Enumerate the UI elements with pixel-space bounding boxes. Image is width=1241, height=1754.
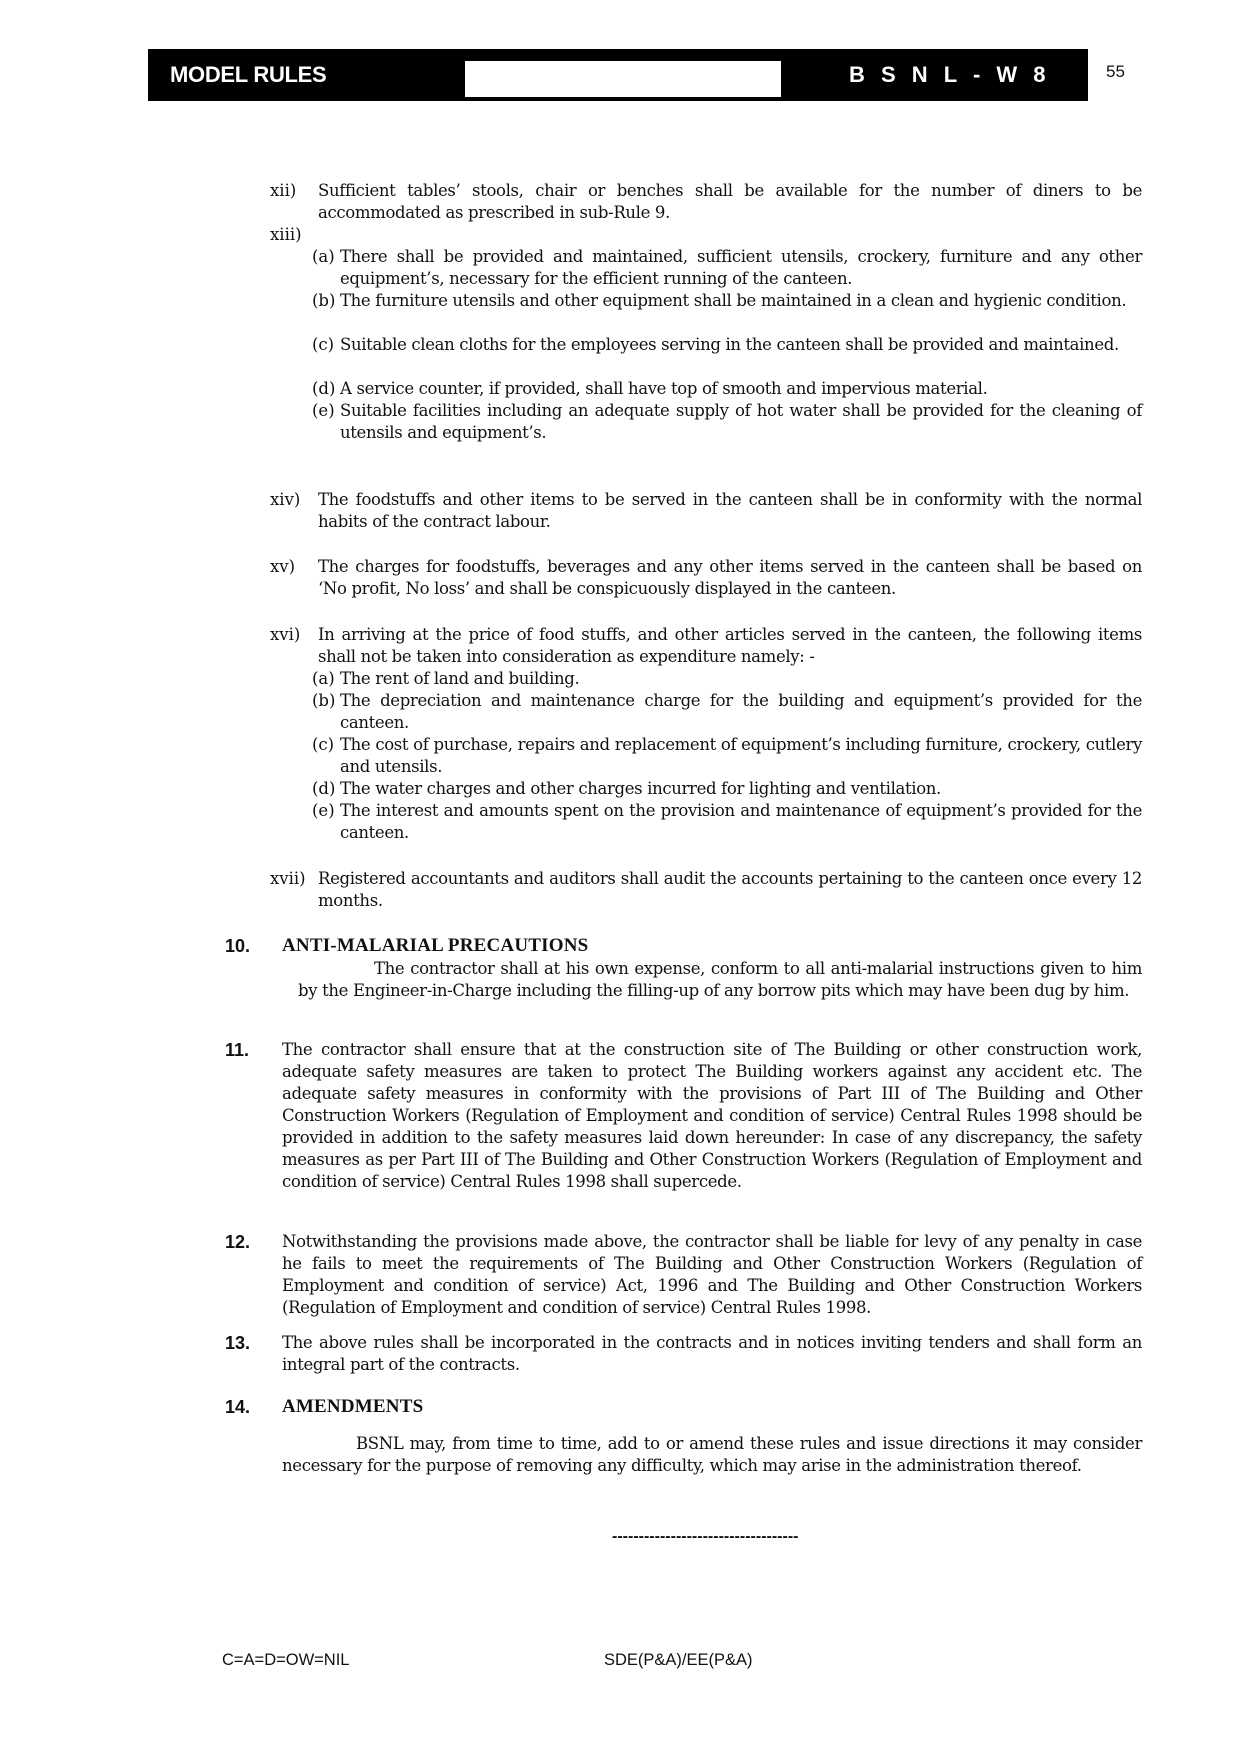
subitem-label: (c) — [312, 335, 335, 354]
section-number: 11. — [225, 1040, 250, 1060]
subitem-label: (b) — [312, 691, 336, 710]
item-text: Registered accountants and auditors shall audit the accounts pertaining to the canteen once every 12 months. — [318, 869, 1142, 910]
subitem-text: There shall be provided and maintained, sufficient utensils, crockery, furniture and any other equipment’s, necessary for the efficient running of the canteen. — [340, 247, 1142, 288]
item-text: The foodstuffs and other items to be served in the canteen shall be in conformity with the normal habits of the contract labour. — [318, 490, 1142, 531]
subitem-label: (d) — [312, 779, 336, 798]
item-number: xiii) — [270, 225, 302, 244]
item-number: xii) — [270, 181, 297, 200]
section-number: 10. — [225, 936, 251, 956]
item-number: xvi) — [270, 625, 301, 644]
subitem-text: The furniture utensils and other equipment shall be maintained in a clean and hygienic condition. — [340, 291, 1127, 310]
footer-right: SDE(P&A)/EE(P&A) — [604, 1651, 753, 1669]
document-code: B S N L - W 8 — [849, 62, 1050, 87]
section-number: 12. — [225, 1232, 251, 1252]
subitem-label: (e) — [312, 401, 335, 420]
subitem-text: Suitable clean cloths for the employees serving in the canteen shall be provided and maintained. — [340, 335, 1119, 354]
section-text: The contractor shall at his own expense, conform to all anti-malarial instructions given to him by the Engineer-in-Charge including the filling-up of any borrow pits which may have been dug by him. — [298, 959, 1142, 1000]
header-blank-box — [465, 61, 781, 97]
section-text: Notwithstanding the provisions made above, the contractor shall be liable for levy of any penalty in case he fails to meet the requirements of The Building and Other Construction Workers (Regulation of Employment and condition of service) Act, 1996 and The Building and Other Construction Workers (Regulation of Employment and condition of service) Central Rules 1998. — [282, 1232, 1142, 1317]
subitem-text: A service counter, if provided, shall have top of smooth and impervious material. — [340, 379, 988, 398]
subitem-label: (d) — [312, 379, 336, 398]
section-heading: AMENDMENTS — [282, 1396, 424, 1417]
subitem-label: (a) — [312, 247, 335, 266]
section-text: The above rules shall be incorporated in the contracts and in notices inviting tenders and shall form an integral part of the contracts. — [282, 1333, 1142, 1374]
section-number: 14. — [225, 1397, 251, 1417]
page-number: 55 — [1106, 62, 1125, 81]
subitem-label: (b) — [312, 291, 336, 310]
section-text: BSNL may, from time to time, add to or amend these rules and issue directions it may consider necessary for the purpose of removing any difficulty, which may arise in the administration thereof. — [282, 1434, 1142, 1475]
subitem-text: The rent of land and building. — [340, 669, 580, 688]
item-text: In arriving at the price of food stuffs, and other articles served in the canteen, the following items shall not be taken into consideration as expenditure namely: - — [318, 625, 1142, 666]
subitem-text: The cost of purchase, repairs and replacement of equipment’s including furniture, crockery, cutlery and utensils. — [340, 735, 1142, 776]
item-text: The charges for foodstuffs, beverages and any other items served in the canteen shall be based on ‘No profit, No loss’ and shall be conspicuously displayed in the canteen. — [318, 557, 1142, 598]
subitem-label: (c) — [312, 735, 335, 754]
subitem-text: The water charges and other charges incurred for lighting and ventilation. — [340, 779, 941, 798]
document-title: MODEL RULES — [170, 62, 327, 87]
section-heading: ANTI-MALARIAL PRECAUTIONS — [282, 935, 589, 956]
footer-left: C=A=D=OW=NIL — [222, 1651, 350, 1669]
item-text: Sufficient tables’ stools, chair or benches shall be available for the number of diners to be accommodated as prescribed in sub-Rule 9. — [318, 181, 1142, 222]
subitem-label: (a) — [312, 669, 335, 688]
item-number: xv) — [270, 557, 296, 576]
subitem-text: The interest and amounts spent on the provision and maintenance of equipment’s provided for the canteen. — [340, 801, 1142, 842]
subitem-text: Suitable facilities including an adequate supply of hot water shall be provided for the cleaning of utensils and equipment’s. — [340, 401, 1142, 442]
section-text: The contractor shall ensure that at the construction site of The Building or other construction work, adequate safety measures are taken to protect The Building workers against any accident etc. The adequate safety measures in conformity with the provisions of Part III of The Building and Other Construction Workers (Regulation of Employment and condition of service) Central Rules 1998 should be provided in addition to the safety measures laid down hereunder: In case of any discrepancy, the safety measures as per Part III of The Building and Other Construction Workers (Regulation of Employment and condition of service) Central Rules 1998 shall supercede. — [282, 1040, 1142, 1191]
item-number: xiv) — [270, 490, 301, 509]
subitem-text: The depreciation and maintenance charge for the building and equipment’s provided for the canteen. — [340, 691, 1142, 732]
end-separator: ----------------------------------- — [612, 1528, 799, 1545]
section-number: 13. — [225, 1333, 251, 1353]
subitem-label: (e) — [312, 801, 335, 820]
item-number: xvii) — [270, 869, 306, 888]
header-banner — [148, 49, 1088, 101]
